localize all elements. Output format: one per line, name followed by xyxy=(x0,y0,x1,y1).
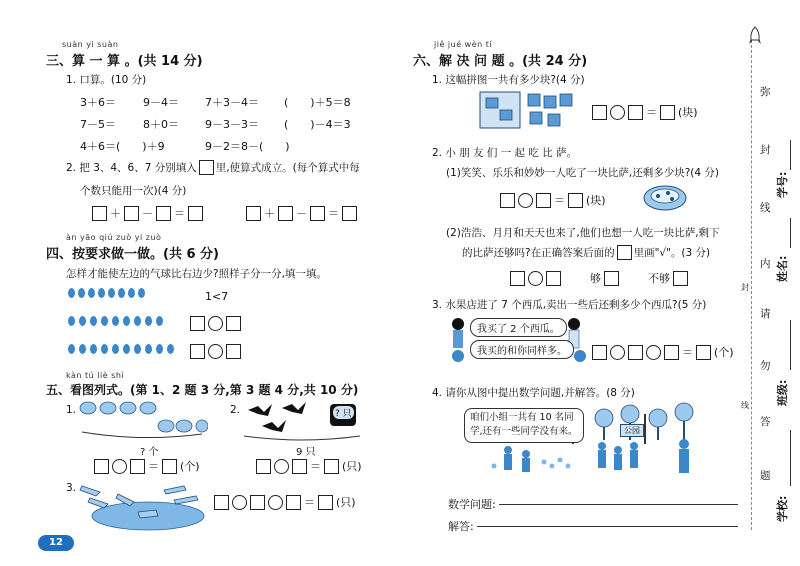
sec6-pinyin: jiě jué wèn tí xyxy=(434,40,493,49)
mark-top: 封 xyxy=(741,283,749,292)
fill-equation-1: ＋ － ＝ xyxy=(92,205,203,221)
calc-r3c3: 9－2＝8－( ) xyxy=(205,140,290,153)
field-name[interactable]: 姓名: xyxy=(772,218,794,288)
answer-row-2 xyxy=(190,316,241,331)
sec6-q3-equation: ＝ (个) xyxy=(592,344,734,360)
ducks-pond-illustration xyxy=(78,480,208,532)
binding-char-3: 线 xyxy=(760,202,771,214)
enough-label: 够 xyxy=(590,272,601,285)
binding-char-4: 内 xyxy=(760,258,771,270)
answer-input[interactable] xyxy=(477,525,738,527)
calc-r1c4: ( )＋5＝8 xyxy=(284,96,351,109)
calc-r2c1: 7－5＝ xyxy=(80,118,116,131)
page-number: 12 xyxy=(38,535,74,551)
calc-r3c1: 4＋6＝( )＋9 xyxy=(80,140,165,153)
binding-line xyxy=(751,40,752,530)
sec5-q2-badge: ? 只 xyxy=(333,406,354,419)
calc-r2c4: ( )－4＝3 xyxy=(284,118,351,131)
bubble-same-amount: 我买的和你同样多。 xyxy=(470,340,574,359)
bubble-bought-2: 我买了 2 个西瓜。 xyxy=(470,318,567,337)
sheep-illustration xyxy=(78,398,208,446)
sec3-q2-line2: 个数只能用一次)(4 分) xyxy=(80,185,187,197)
binding-char-6: 勿 xyxy=(760,360,771,372)
sec4-pinyin: àn yāo qiú zuò yi zuò xyxy=(66,233,162,242)
enough-checkbox[interactable] xyxy=(604,271,619,286)
balloons-row-2 xyxy=(66,313,186,335)
sec6-q2-p2b: 的比萨还够吗?在正确答案后面的 里画"√"。(3 分) xyxy=(462,247,711,259)
binding-char-2: 封 xyxy=(760,144,771,156)
park-sign: 公园 xyxy=(620,424,644,437)
sec4-question: 怎样才能使左边的气球比右边少?照样子分一分,填一填。 xyxy=(66,268,327,280)
sec6-q3-label: 3. 水果店进了 7 个西瓜,卖出一些后还剩多少个西瓜?(5 分) xyxy=(432,299,707,311)
calc-r1c1: 3＋6＝ xyxy=(80,96,116,109)
sec6-q4-label: 4. 请你从图中提出数学问题,并解答。(8 分) xyxy=(432,387,635,399)
example-answer: 1<7 xyxy=(205,290,229,303)
binding-char-5: 请 xyxy=(760,308,771,320)
sec6-q1-label: 1. 这幅拼图一共有多少块?(4 分) xyxy=(432,74,585,86)
sec6-q2-p2a: (2)浩浩、月月和天天也来了,他们也想一人吃一块比萨,剩下 xyxy=(446,227,720,239)
sec6-q2-p1-equation: ＝ (块) xyxy=(500,192,606,208)
calc-r1c3: 7＋3－4＝ xyxy=(205,96,259,109)
not-enough-checkbox[interactable] xyxy=(673,271,688,286)
sec6-q2-choice xyxy=(510,270,688,286)
sec6-q2-label: 2. 小 朋 友 们 一 起 吃 比 萨。 xyxy=(432,147,578,159)
sec5-q2-equation: ＝ (只) xyxy=(256,458,362,474)
binding-char-7: 答 xyxy=(760,416,771,428)
binding-char-1: 弥 xyxy=(760,86,771,98)
sec6-q1-equation: ＝ (块) xyxy=(592,104,698,120)
sec5-q1-num: 1. xyxy=(66,404,77,416)
answer-row-3 xyxy=(190,344,241,359)
problem-line: 数学问题: xyxy=(448,496,738,512)
not-enough-label: 不够 xyxy=(648,272,670,285)
sec6-q2-p1: (1)笑笑、乐乐和妙妙一人吃了一块比萨,还剩多少块?(4 分) xyxy=(446,167,719,179)
sec5-q3-num: 3. xyxy=(66,482,77,494)
sec6-title: 六、解 决 问 题 。(共 24 分) xyxy=(413,54,588,69)
sec5-q1-total: ? 个 xyxy=(140,447,159,458)
balloons-row-3 xyxy=(66,341,186,363)
sec3-q1-label: 1. 口算。(10 分) xyxy=(66,74,147,86)
binding-char-8: 题 xyxy=(760,470,771,482)
mark-bottom: 线 xyxy=(741,401,749,410)
sec5-pinyin: kàn tú liè shì xyxy=(66,371,125,380)
puzzle-illustration xyxy=(478,88,578,132)
field-school[interactable]: 学校: xyxy=(772,430,794,530)
answer-box[interactable] xyxy=(199,160,214,175)
sec3-q2-line1: 2. 把 3、4、6、7 分别填入 里,使算式成立。(每个算式中每 xyxy=(66,162,360,174)
sec3-pinyin: suàn yi suàn xyxy=(62,40,119,49)
calc-r2c2: 8＋0＝ xyxy=(143,118,179,131)
pizza-illustration xyxy=(642,180,688,216)
calc-r2c3: 9－3－3＝ xyxy=(205,118,259,131)
sec4-title: 四、按要求做一做。(共 6 分) xyxy=(46,247,219,262)
sec5-title: 五、看图列式。(第 1、2 题 3 分,第 3 题 4 分,共 10 分) xyxy=(46,383,359,397)
bubble-group: 咱们小组一共有 10 名同 学,还有一些同学没有来。 xyxy=(464,408,584,443)
problem-input[interactable] xyxy=(499,503,738,505)
field-student-no[interactable]: 学号: xyxy=(772,140,794,200)
sec5-q2-total: 9 只 xyxy=(296,447,316,458)
field-class[interactable]: 班级: xyxy=(772,320,794,410)
rocket-icon xyxy=(748,26,762,46)
balloons-row-1 xyxy=(66,286,166,306)
calc-r1c2: 9－4＝ xyxy=(143,96,179,109)
sec5-q1-equation: ＝ (个) xyxy=(94,458,200,474)
sec3-title: 三、算 一 算 。(共 14 分) xyxy=(46,54,203,69)
answer-line: 解答: xyxy=(448,518,738,534)
fill-equation-2: ＋ － ＝ xyxy=(246,205,357,221)
sec5-q2-num: 2. xyxy=(230,404,241,416)
sec5-q3-equation: ＝ (只) xyxy=(214,494,356,510)
